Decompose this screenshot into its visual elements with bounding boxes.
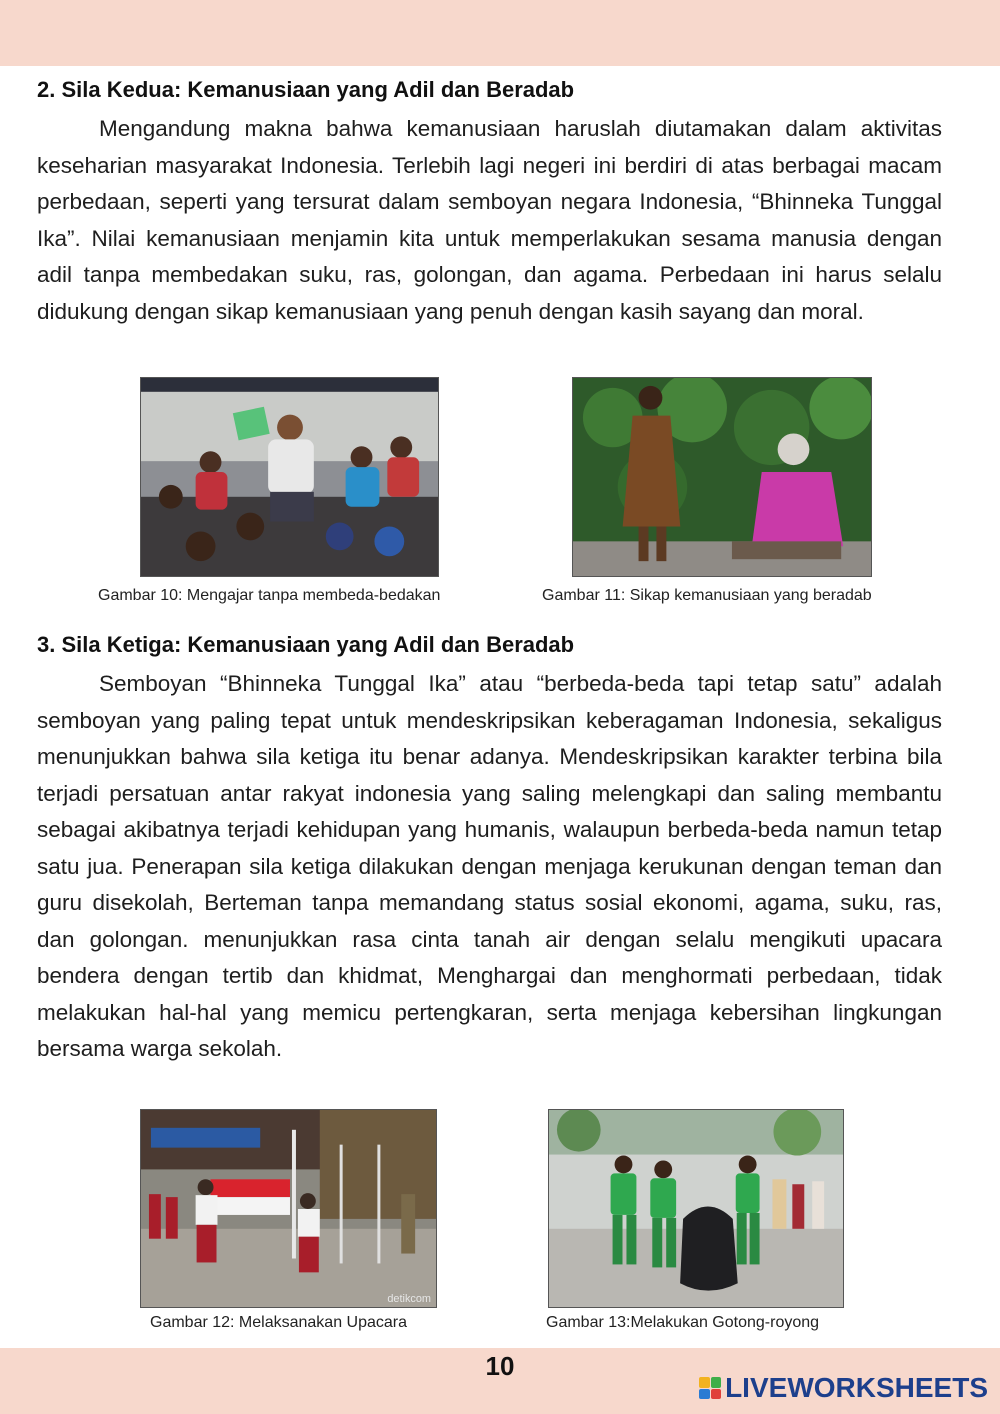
section2-paragraph-text: Mengandung makna bahwa kemanusiaan haruslah diutamakan dalam aktivitas keseharian masyarakat Indonesia. Terlebih lagi negeri ini berdiri di atas berbagai macam perbedaan, seperti yang tersurat dalam semboyan negara Indonesia, “Bhinneka Tunggal Ika”. Nilai kemanusiaan menjamin kita untuk memperlakukan sesama manusia dengan adil tanpa membedakan suku, ras, golongan, dan agama. Perbedaan ini harus selalu didukung dengan sikap kemanusiaan yang penuh dengan kasih sayang dan moral. — [37, 116, 942, 324]
liveworksheets-logo-icon — [699, 1377, 721, 1399]
top-band — [0, 0, 1000, 66]
section3-paragraph — [37, 666, 942, 1068]
figure-13-image — [548, 1109, 844, 1308]
figure-11-image — [572, 377, 872, 577]
figure-13-caption: Gambar 13:Melakukan Gotong-royong — [546, 1314, 820, 1331]
section2-paragraph — [37, 111, 942, 330]
section3-paragraph-text: Semboyan “Bhinneka Tunggal Ika” atau “berbeda-beda tapi tetap satu” adalah semboyan yang paling tepat untuk mendeskripsikan keberagaman Indonesia, sekaligus menunjukkan bahwa sila ketiga itu benar adanya. Mendeskripsikan karakter terbina bila terjadi persatuan antar rakyat indonesia yang saling melengkapi dan saling membantu sebagai akibatnya terjadi kehidupan yang humanis, walaupun berbeda-beda namun tetap satu jua. Penerapan sila ketiga dilakukan dengan menjaga kerukunan dengan teman dan guru disekolah, Berteman tanpa memandang status sosial ekonomi, agama, suku, ras, dan golongan. menunjukkan rasa cinta tanah air dengan selalu mengikuti upacara bendera dengan tertib dan khidmat, Menghargai dan menghormati perbedaan, tidak melakukan hal-hal yang memicu pertengkaran, serta menjaga kebersihan lingkungan bersama warga sekolah. — [37, 671, 942, 1061]
flag-ceremony-photo-icon — [141, 1110, 436, 1307]
liveworksheets-wordmark: LIVEWORKSHEETS — [725, 1372, 988, 1403]
svg-text:detikcom: detikcom — [387, 1293, 432, 1306]
section2-heading: 2. Sila Kedua: Kemanusiaan yang Adil dan Beradab — [37, 77, 575, 102]
figure-10-caption: Gambar 10: Mengajar tanpa membeda-bedakan — [98, 587, 441, 604]
cleanup-photo-icon — [549, 1110, 843, 1307]
figure-12-image — [140, 1109, 437, 1308]
page-number: 10 — [485, 1351, 515, 1381]
liveworksheets-brand — [699, 1372, 988, 1404]
figure-11-caption: Gambar 11: Sikap kemanusiaan yang beradab — [542, 587, 872, 604]
section3-heading: 3. Sila Ketiga: Kemanusiaan yang Adil dan Beradab — [37, 632, 575, 657]
figure-12-caption: Gambar 12: Melaksanakan Upacara — [150, 1314, 408, 1331]
teaching-photo-icon — [141, 378, 438, 576]
figure-10-image — [140, 377, 439, 577]
kindness-photo-icon — [573, 378, 871, 576]
